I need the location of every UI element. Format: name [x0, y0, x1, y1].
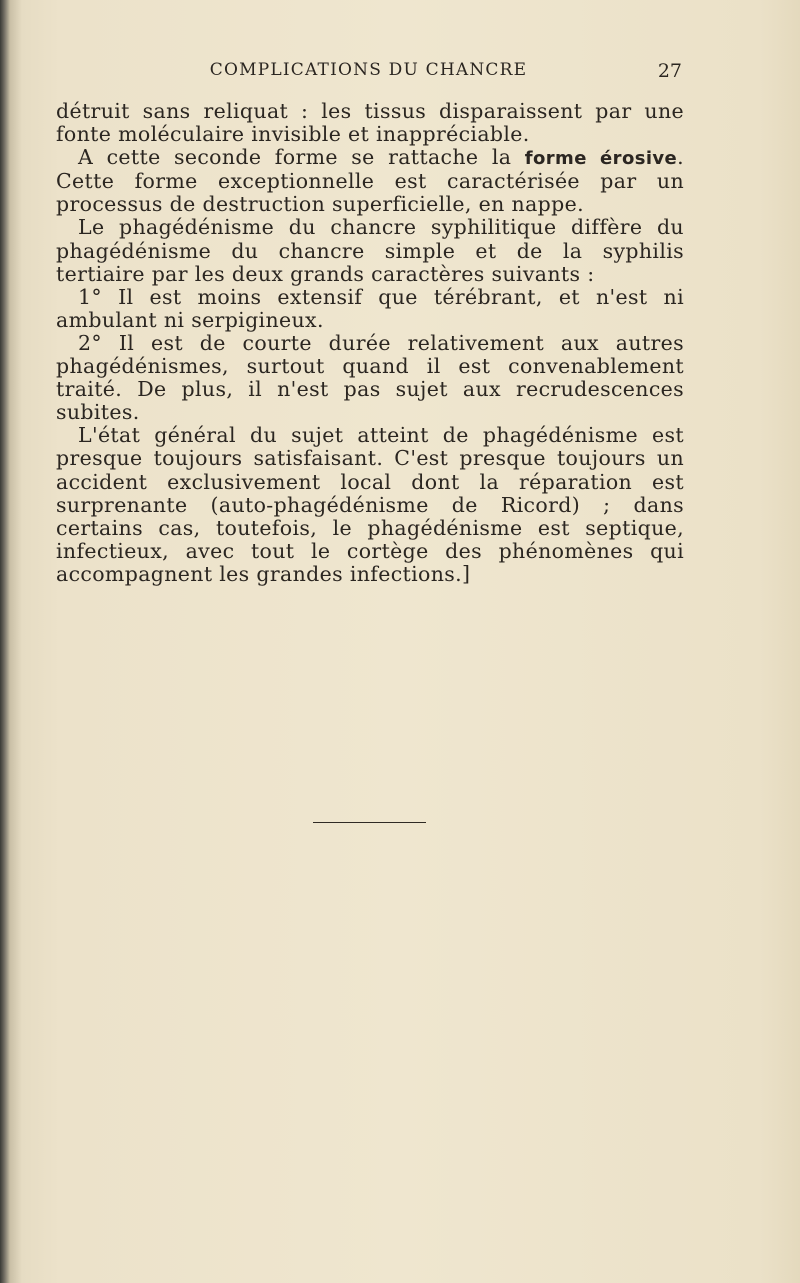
paragraph-forme-erosive — [56, 146, 684, 216]
body-text — [56, 100, 684, 586]
list-item-2: 2° Il est de courte durée relativement aux autres phagédénismes, surtout quand il est convenablement traité. De plus, il n'est pas sujet aux recrudescences subites. — [56, 330, 684, 425]
list-item-1: 1° Il est moins extensif que térébrant, et n'est ni ambulant ni serpigineux. — [56, 284, 684, 332]
paragraph-etat-general: L'état général du sujet atteint de phagédénisme est presque toujours satisfaisant. C'est presque toujours un accident exclusivement local dont la réparation est surprenante (auto-phagédénisme de Ricord) ; dans certains cas, toutefois, le phagédénisme est septique, infectieux, avec tout le cortège des phénomènes qui accompagnent les grandes infections.] — [56, 423, 684, 586]
paragraph-text-after: . Cette forme exceptionnelle est caractérisée par un processus de destruction superficielle, en nappe. — [56, 145, 685, 217]
paragraph-continuation: détruit sans reliquat : les tissus disparaissent par une fonte moléculaire invisible et inappréciable. — [56, 99, 684, 147]
page-header — [55, 60, 682, 86]
page-number: 27 — [657, 60, 682, 82]
paragraph-text-before: A cette seconde forme se rattache la — [78, 145, 525, 170]
bold-term: forme érosive — [524, 148, 678, 170]
paragraph-phagedenisme: Le phagédénisme du chancre syphilitique diffère du phagédénisme du chancre simple et de la syphilis tertiaire par les deux grands caractères suivants : — [56, 215, 684, 286]
running-title: COMPLICATIONS DU CHANCRE — [209, 60, 528, 80]
section-divider — [313, 822, 426, 823]
